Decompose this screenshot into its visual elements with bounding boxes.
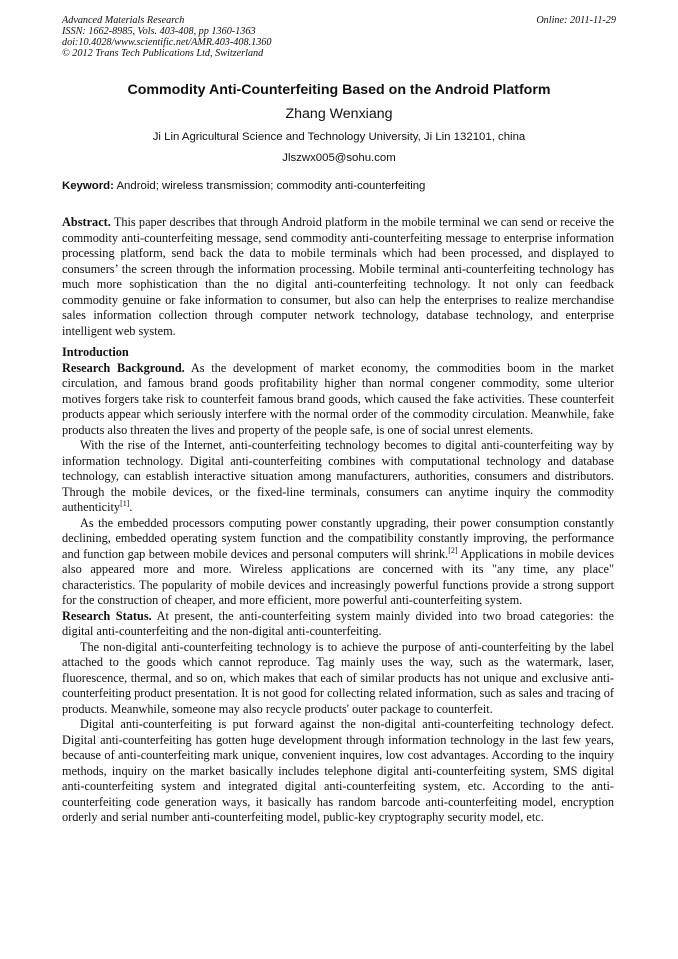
background-text-1: As the development of market economy, the commodities boom in the market circulation, and famous brand goods profitability higher than normal congener commodity, some ulterior motives forgers take risk to counterfeit famous brand goods, which caused the fake activities. These counterfeit products appear which seriously interfere with the normal order of the commodity circulation. Meanwhile, fake products also threaten the lives and property of the people safe, is one of social unrest elements. [62,360,614,437]
journal-header [62,15,616,59]
author-affiliation: Ji Lin Agricultural Science and Technology University, Ji Lin 132101, china [152,131,526,143]
keywords-label: Keyword: [62,180,114,192]
background-paragraph-3 [62,516,614,609]
introduction-heading: Introduction [62,345,129,359]
research-status-label: Research Status. [62,608,152,623]
background-paragraph-1 [62,361,614,439]
journal-name: Advanced Materials Research [62,15,185,26]
citation-1: [1] [120,498,130,508]
author-name: Zhang Wenxiang [285,106,393,122]
citation-2: [2] [448,545,458,555]
paper-title: Commodity Anti-Counterfeiting Based on the Android Platform [127,82,551,98]
paper-body [62,215,614,826]
background-text-2: With the rise of the Internet, anti-counterfeiting technology becomes to digital anti-counterfeiting way by information technology. Digital anti-counterfeiting combines with computational technology and database technology, can establish interactive situation among manufacturers, authorities, consumers and distributors. Through the mobile devices, or the fixed-line terminals, consumers can anytime inquiry the commodity authenticity [62,438,614,514]
status-paragraph-1 [62,609,614,640]
abstract-paragraph [62,215,614,339]
background-text-3b: Applications in mobile devices also appeared more and more. Wireless applications are concerned with its "any time, any place" characteristics. The popularity of mobile devices and increasingly powerful functions provide a strong support for the construction of cheaper, and more efficient, more powerful anti-counterfeiting system. [62,546,614,607]
background-paragraph-2 [62,438,614,516]
abstract-text: This paper describes that through Android platform in the mobile terminal we can send or receive the commodity anti-counterfeiting message, send commodity anti-counterfeiting message to enterprise information processing platform, send back the data to mobile terminals which had been processed, and displayed to consumers’ the screen through the information processing. Mobile terminal anti-counterfeiting technology has much more sophistication than the no digital anti-counterfeiting technology. It not only can feedback commodity genuine or fake information to consumer, but also can help the enterprises to realize merchandise sales information collection through computer network technology, database technology, and enterprise intelligent web system. [62,215,614,338]
journal-doi: doi:10.4028/www.scientific.net/AMR.403-408.1360 [62,37,272,48]
keywords [62,180,616,192]
background-text-3a: As the embedded processors computing power constantly upgrading, their power consumption constantly declining, embedded operating system function and the compatibility constantly improving, the performance and function gap between mobile devices and personal computers will shrink. [62,515,614,561]
background-text-2-end: . [129,500,133,514]
status-paragraph-2: The non-digital anti-counterfeiting technology is to achieve the purpose of anti-counterfeiting by the label attached to the goods which cannot reproduce. Tag mainly uses the way, such as the watermark, laser, fluorescence, thermal, and so on, which makes that each of similar products has not unique and exclusive anti-counterfeiting product presentation. It is not good for collecting related information, such as sales and tracing of products. Meanwhile, someone may also recycle products' outer package to counterfeit. [62,639,614,716]
journal-issn: ISSN: 1662-8985, Vols. 403-408, pp 1360-1363 [62,26,256,37]
online-date: Online: 2011-11-29 [536,15,616,26]
author-email: Jlszwx005@sohu.com [282,152,396,164]
research-background-label: Research Background. [62,360,185,375]
status-text-1: At present, the anti-counterfeiting system mainly divided into two broad categories: the digital anti-counterfeiting and the non-digital anti-counterfeiting. [62,608,614,638]
keywords-text: Android; wireless transmission; commodity anti-counterfeiting [116,180,426,192]
journal-copyright: © 2012 Trans Tech Publications Ltd, Switzerland [62,48,264,59]
status-paragraph-3: Digital anti-counterfeiting is put forward against the non-digital anti-counterfeiting technology defect. Digital anti-counterfeiting has gotten huge development through information technology in the last few years, because of anti-counterfeiting mark unique, convenient inquires, low cost advantages. According to the inquiry methods, inquiry on the market basically includes telephone digital anti-counterfeiting system, SMS digital anti-counterfeiting system and integrated digital anti-counterfeiting system, etc. According to the anti-counterfeiting code generation ways, it basically has random barcode anti-counterfeiting model, encryption orderly and serial number anti-counterfeiting model, public-key cryptography security model, etc. [62,717,614,824]
abstract-label: Abstract. [62,215,111,229]
